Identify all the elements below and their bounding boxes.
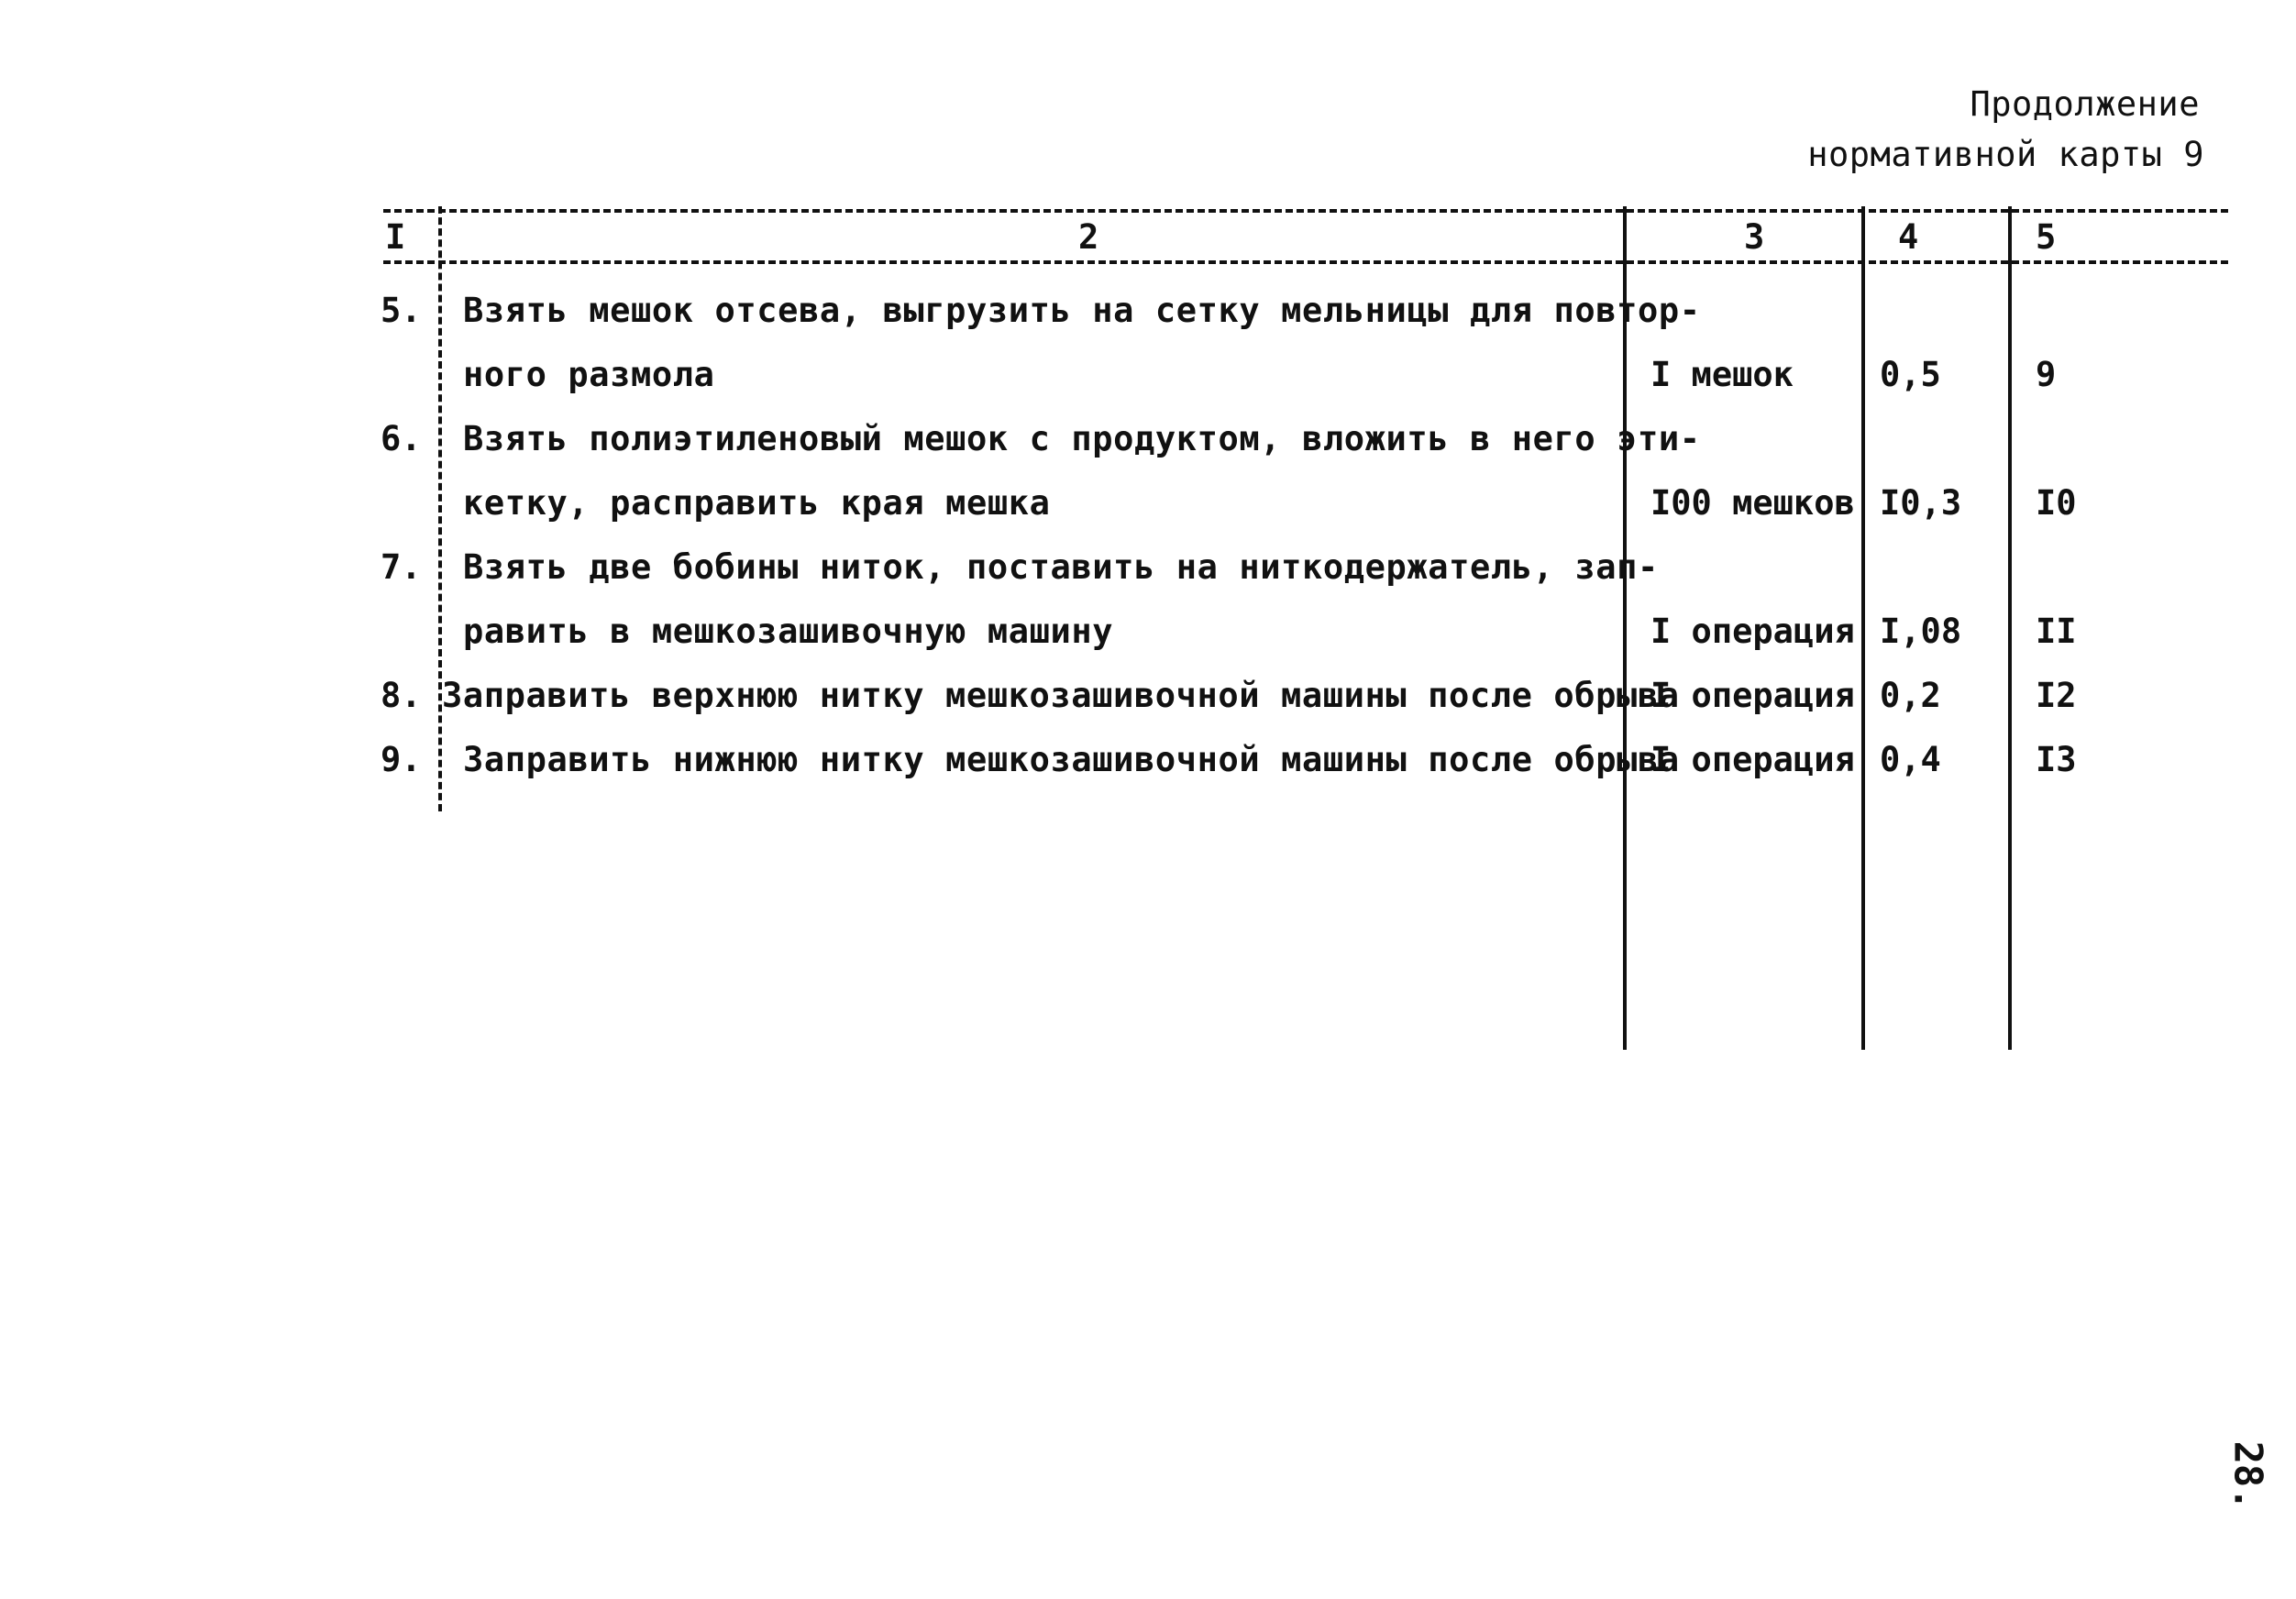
row-ref: II (2036, 612, 2077, 651)
row-number: 7. (381, 547, 422, 587)
table-header-rule (383, 260, 2228, 264)
row-description-line: ного размола (463, 355, 715, 394)
row-time: 0,2 (1880, 676, 1941, 715)
col-divider-4 (2008, 206, 2012, 1050)
row-description-line: Заправить верхнюю нитку мешкозашивочной машины после обрыва (442, 676, 1680, 715)
row-time: I0,3 (1880, 483, 1962, 523)
col-divider-1 (438, 206, 442, 811)
row-number: 6. (381, 419, 422, 458)
row-time: I,08 (1880, 612, 1962, 651)
row-time: 0,5 (1880, 355, 1941, 394)
row-ref: I3 (2036, 740, 2077, 779)
row-ref: 9 (2036, 355, 2057, 394)
column-header-4: 4 (1898, 217, 1919, 257)
col-divider-3 (1861, 206, 1865, 1050)
header-continuation-line2: нормативной карты 9 (1807, 135, 2204, 174)
column-header-1: I (385, 217, 406, 257)
row-description-line: Взять две бобины ниток, поставить на ниткодержатель, зап- (463, 547, 1659, 587)
row-number: 5. (381, 291, 422, 330)
header-continuation-line1: Продолжение (1970, 84, 2200, 124)
column-header-3: 3 (1744, 217, 1765, 257)
row-unit: I мешок (1650, 355, 1794, 394)
row-ref: I0 (2036, 483, 2077, 523)
row-description-line: Взять мешок отсева, выгрузить на сетку мельницы для повтор- (463, 291, 1701, 330)
row-description-line: кетку, расправить края мешка (463, 483, 1051, 523)
col-divider-2 (1623, 206, 1627, 1050)
row-unit: I операция (1650, 676, 1855, 715)
row-time: 0,4 (1880, 740, 1941, 779)
row-ref: I2 (2036, 676, 2077, 715)
row-number: 9. (381, 740, 422, 779)
row-description-line: равить в мешкозашивочную машину (463, 612, 1114, 651)
row-unit: I00 мешков (1650, 483, 1855, 523)
table-top-rule (383, 209, 2228, 213)
page-number: 28. (2225, 1440, 2271, 1511)
row-unit: I операция (1650, 612, 1855, 651)
row-number: 8. (381, 676, 422, 715)
row-description-line: Взять полиэтиленовый мешок с продуктом, вложить в него эти- (463, 419, 1701, 458)
row-description-line: Заправить нижнюю нитку мешкозашивочной машины после обрыва (463, 740, 1680, 779)
row-unit: I операция (1650, 740, 1855, 779)
column-header-5: 5 (2036, 217, 2057, 257)
column-header-2: 2 (1078, 217, 1099, 257)
